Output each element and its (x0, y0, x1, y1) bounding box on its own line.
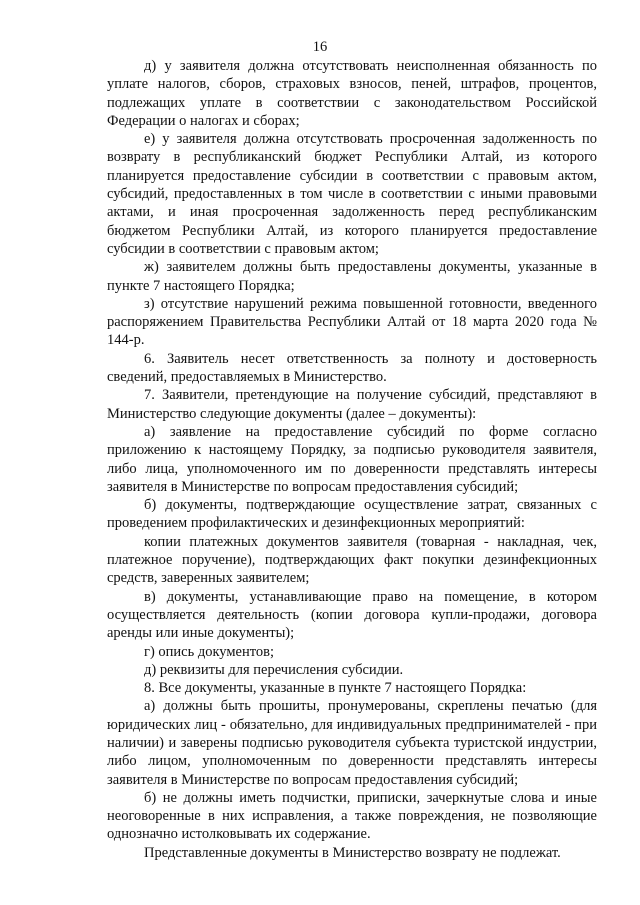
paragraph-6-responsibility: 6. Заявитель несет ответственность за полноту и достоверность сведений, предоставляемых в Министерство. (107, 350, 597, 386)
paragraph-d-tax-obligations: д) у заявителя должна отсутствовать неисполненная обязанность по уплате налогов, сборов, страховых взносов, пеней, штрафов, процентов, подлежащих уплате в соответствии с законодательством Российской Федерации о налогах и сборах; (107, 58, 597, 129)
document-body (107, 57, 597, 862)
paragraph-non-returnable: Представленные документы в Министерство возврату не подлежат. (144, 844, 561, 861)
paragraph-7-documents-list: 7. Заявители, претендующие на получение субсидий, представляют в Министерство следующие документы (далее – документы): (107, 387, 597, 422)
paragraph-e-overdue-debt: е) у заявителя должна отсутствовать просроченная задолженность по возврату в республиканский бюджет Республики Алтай, из которого планируется предоставление субсидии в соответствии с правовым актом, субсидий, предоставленных в том числе в соответствии с иными правовыми актами, и иная просроченная задолженность перед республиканским бюджетом Республики Алтай, из которого планируется предоставление субсидии в соответствии с правовым актом; (107, 131, 597, 257)
paragraph-zh-documents-provided: ж) заявителем должны быть предоставлены документы, указанные в пункте 7 настоящего Порядка; (107, 259, 597, 294)
paragraph-8-requirements: 8. Все документы, указанные в пункте 7 настоящего Порядка: (144, 680, 527, 697)
paragraph-7g-inventory: г) опись документов; (144, 643, 275, 660)
paragraph-7a-application: а) заявление на предоставление субсидий по форме согласно приложению к настоящему Порядку, за подписью руководителя заявителя, либо лица, уполномоченного им по доверенности представлять интересы заявителя в Министерстве по вопросам предоставления субсидий; (107, 423, 597, 495)
paragraph-7b-expense-documents: б) документы, подтверждающие осуществление затрат, связанных с проведением профилактических и дезинфекционных мероприятий: (107, 497, 597, 532)
page-number: 16 (312, 39, 328, 55)
paragraph-z-no-violations: з) отсутствие нарушений режима повышенной готовности, введенного распоряжением Правительства Республики Алтай от 18 марта 2020 года № 144-р. (107, 295, 597, 349)
paragraph-8a-binding: а) должны быть прошиты, пронумерованы, скреплены печатью (для юридических лиц - обязательно, для индивидуальных предпринимателей - при наличии) и заверены подписью руководителя субъекта туристской индустрии, либо лицом, уполномоченным по доверенности представлять интересы заявителя в Министерстве по вопросам предоставления субсидий; (107, 698, 597, 788)
paragraph-7d-bank-details: д) реквизиты для перечисления субсидии. (144, 661, 404, 678)
paragraph-7v-premises-documents: в) документы, устанавливающие право на помещение, в котором осуществляется деятельность (копии договора купли-продажи, договора аренды или иные документы); (107, 588, 597, 642)
paragraph-8b-no-corrections: б) не должны иметь подчистки, приписки, зачеркнутые слова и иные неоговоренные в них исправления, а также повреждения, не позволяющие однозначно истолковывать их содержание. (107, 789, 597, 843)
paragraph-payment-copies: копии платежных документов заявителя (товарная - накладная, чек, платежное поручение), подтверждающих факт покупки дезинфекционных средств, заверенных заявителем; (107, 533, 597, 587)
